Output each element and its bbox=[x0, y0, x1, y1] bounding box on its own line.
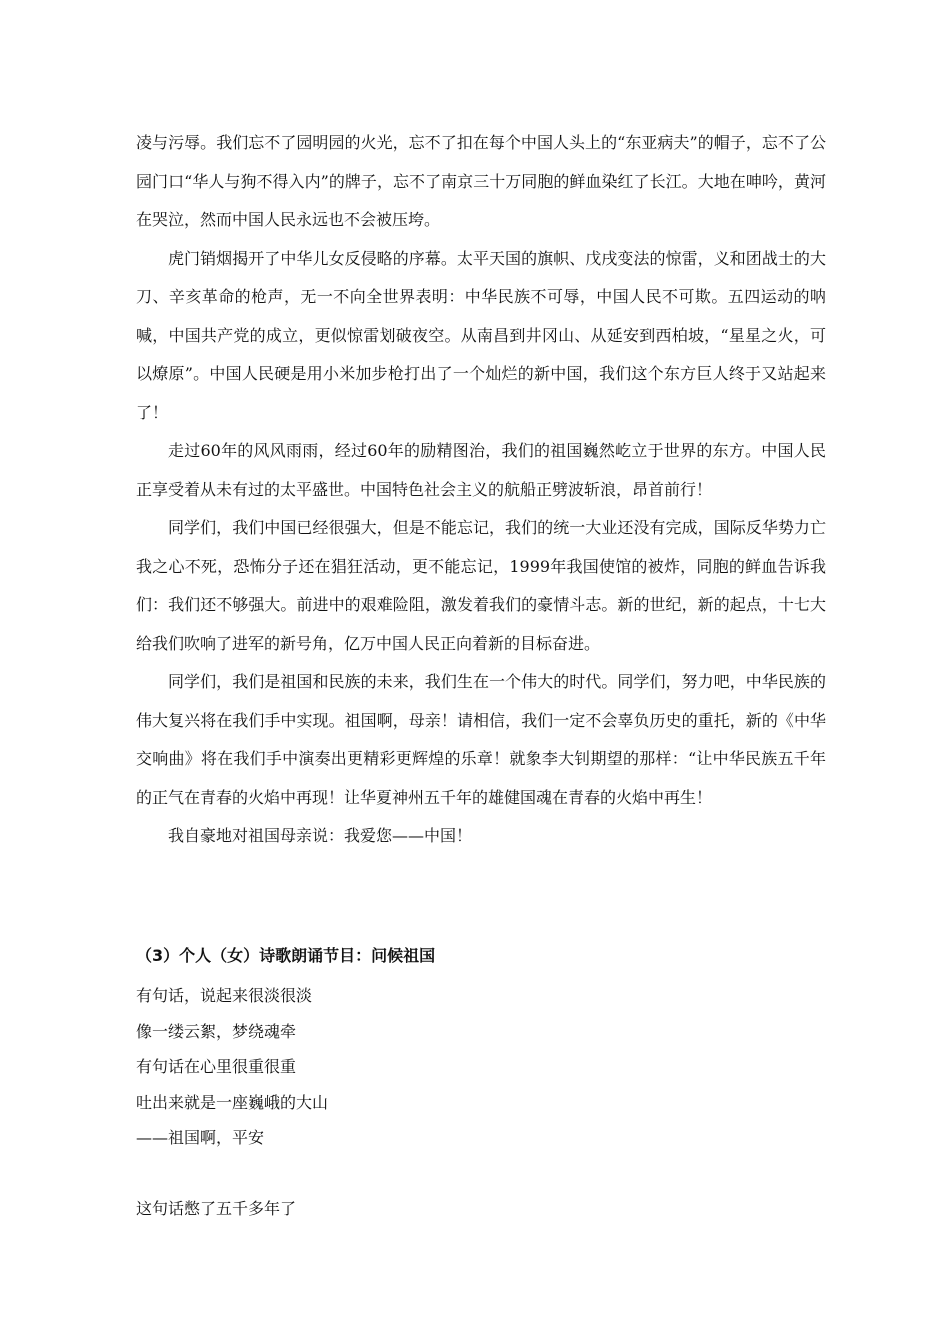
poem-line: 这句话憋了五千多年了 bbox=[136, 1198, 297, 1218]
poem-line: 有句话在心里很重很重 bbox=[136, 1057, 297, 1076]
paragraph-3: 走过60年的风风雨雨，经过60年的励精图治，我们的祖国巍然屹立于世界的东方。中国人民正享受着从未有过的太平盛世。中国特色社会主义的航船正劈波斩浪，昂首前行！ bbox=[136, 441, 826, 499]
speech-body bbox=[136, 124, 826, 856]
section-heading: （3）个人（女）诗歌朗诵节目：问候祖国 bbox=[136, 946, 436, 965]
paragraph-1: 凌与污辱。我们忘不了园明园的火光，忘不了扣在每个中国人头上的“东亚病夫”的帽子，忘不了公园门口“华人与狗不得入内”的牌子，忘不了南京三十万同胞的鲜血染红了长江。大地在呻吟，黄河在哭泣，然而中国人民永远也不会被压垮。 bbox=[136, 133, 826, 229]
poem-line: 有句话，说起来很淡很淡 bbox=[136, 986, 313, 1005]
stanza-break bbox=[136, 1156, 328, 1191]
paragraph-4: 同学们，我们中国已经很强大，但是不能忘记，我们的统一大业还没有完成，国际反华势力亡我之心不死，恐怖分子还在猖狂活动，更不能忘记，1999年我国使馆的被炸，同胞的鲜血告诉我们：我们还不够强大。前进中的艰难险阻，激发着我们的豪情斗志。新的世纪，新的起点，十七大给我们吹响了进军的新号角，亿万中国人民正向着新的目标奋进。 bbox=[136, 518, 826, 653]
poem-line: 像一缕云絮，梦绕魂牵 bbox=[136, 1021, 297, 1041]
poem-line: ——祖国啊，平安 bbox=[136, 1128, 265, 1147]
poem-line: 吐出来就是一座巍峨的大山 bbox=[136, 1092, 329, 1112]
poem bbox=[136, 978, 328, 1226]
paragraph-5: 同学们，我们是祖国和民族的未来，我们生在一个伟大的时代。同学们，努力吧，中华民族的伟大复兴将在我们手中实现。祖国啊，母亲！请相信，我们一定不会辜负历史的重托，新的《中华交响曲》将在我们手中演奏出更精彩更辉煌的乐章！就象李大钊期望的那样：“让中华民族五千年的正气在青春的火焰中再现！让华夏神州五千年的雄健国魂在青春的火焰中再生！ bbox=[136, 672, 826, 807]
paragraph-6: 我自豪地对祖国母亲说：我爱您——中国！ bbox=[168, 826, 473, 845]
paragraph-2: 虎门销烟揭开了中华儿女反侵略的序幕。太平天国的旗帜、戊戌变法的惊雷，义和团战士的大刀、辛亥革命的枪声，无一不向全世界表明：中华民族不可辱，中国人民不可欺。五四运动的呐喊，中国共产党的成立，更似惊雷划破夜空。从南昌到井冈山、从延安到西柏坡，“星星之火，可以燎原”。中国人民硬是用小米加步枪打出了一个灿烂的新中国，我们这个东方巨人终于又站起来了！ bbox=[136, 248, 826, 422]
